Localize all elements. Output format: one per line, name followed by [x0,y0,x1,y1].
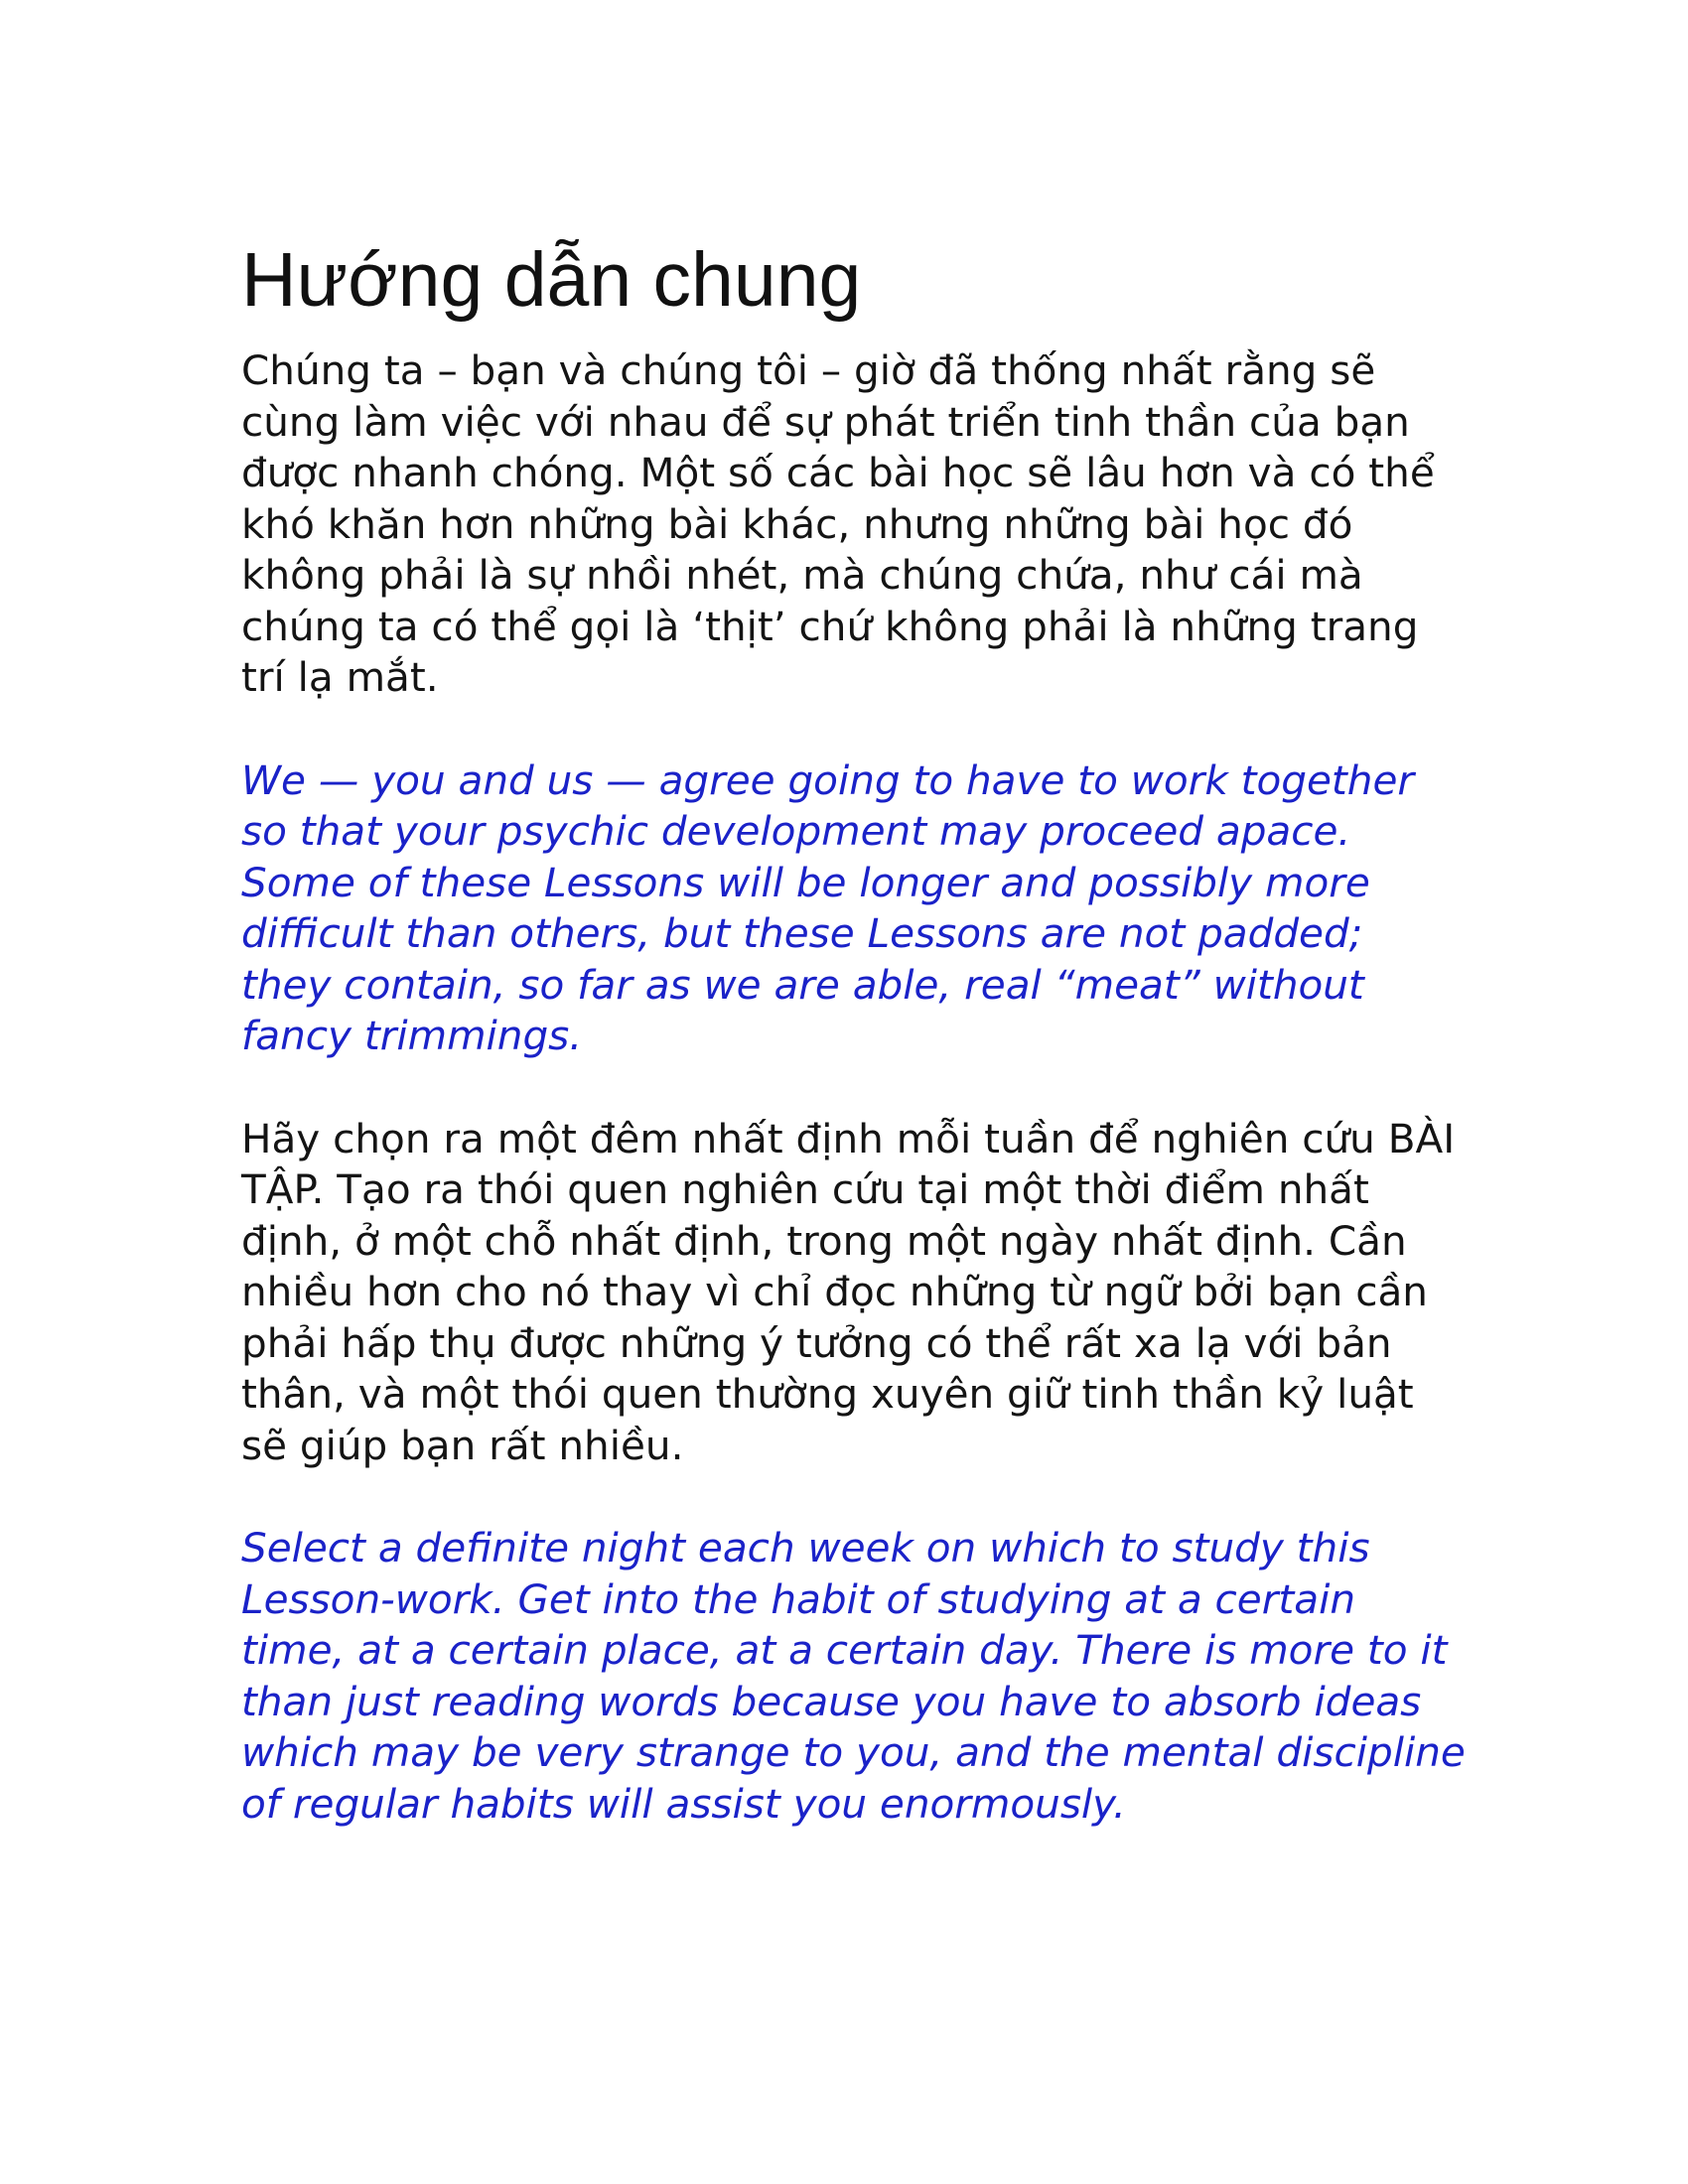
text-line: sẽ giúp bạn rất nhiều. [241,1421,684,1469]
text-line: Lesson-work. Get into the habit of studying at a certain [241,1574,1355,1623]
paragraph-vietnamese-1 [241,345,1473,704]
paragraph-vietnamese-2 [241,1114,1473,1472]
paragraph-spacer [241,1471,1473,1523]
text-line: Hãy chọn ra một đêm nhất định mỗi tuần để nghiên cứu BÀI [241,1114,1456,1162]
text-line: fancy trimmings. [241,1012,583,1059]
text-line: Select a definite night each week on which to study this [241,1524,1370,1571]
paragraph-spacer [241,1062,1473,1114]
paragraph-english-1 [241,755,1473,1062]
text-line: thân, và một thói quen thường xuyên giữ tinh thần kỷ luật [241,1370,1414,1418]
text-line: Some of these Lessons will be longer and possibly more [241,858,1370,906]
text-line: trí lạ mắt. [241,653,439,701]
text-line: which may be very strange to you, and the mental discipline [241,1728,1466,1776]
text-line: nhiều hơn cho nó thay vì chỉ đọc những từ ngữ bởi bạn cần [241,1268,1428,1315]
text-line: Chúng ta – bạn và chúng tôi – giờ đã thống nhất rằng sẽ [241,346,1376,394]
text-line: than just reading words because you have to absorb ideas [241,1677,1422,1725]
paragraph-english-2 [241,1523,1473,1830]
text-line: phải hấp thụ được những ý tưởng có thể rất xa lạ với bản [241,1318,1392,1367]
text-line: of regular habits will assist you enormously. [241,1779,1126,1828]
text-line: định, ở một chỗ nhất định, trong một ngày nhất định. Cần [241,1216,1407,1265]
text-line: time, at a certain place, at a certain day. There is more to it [241,1626,1448,1674]
page-heading: Hướng dẫn chung [241,237,862,323]
text-line: cùng làm việc với nhau để sự phát triển tinh thần của bạn [241,397,1410,446]
text-line: khó khăn hơn những bài khác, nhưng những bài học đó [241,499,1353,548]
text-line: không phải là sự nhồi nhét, mà chúng chứa, như cái mà [241,551,1363,599]
paragraph-spacer [241,704,1473,755]
text-line: so that your psychic development may proceed apace. [241,807,1351,855]
text-line: difficult than others, but these Lessons are not padded; [241,909,1363,957]
text-line: We — you and us — agree going to have to work together [241,755,1415,804]
text-line: chúng ta có thể gọi là ‘thịt’ chứ không phải là những trang [241,602,1419,650]
document-page [241,236,1473,1830]
text-line: được nhanh chóng. Một số các bài học sẽ lâu hơn và có thể [241,449,1435,496]
text-line: they contain, so far as we are able, real “meat” without [241,960,1364,1009]
text-line: TẬP. Tạo ra thói quen nghiên cứu tại một thời điểm nhất [241,1165,1369,1213]
